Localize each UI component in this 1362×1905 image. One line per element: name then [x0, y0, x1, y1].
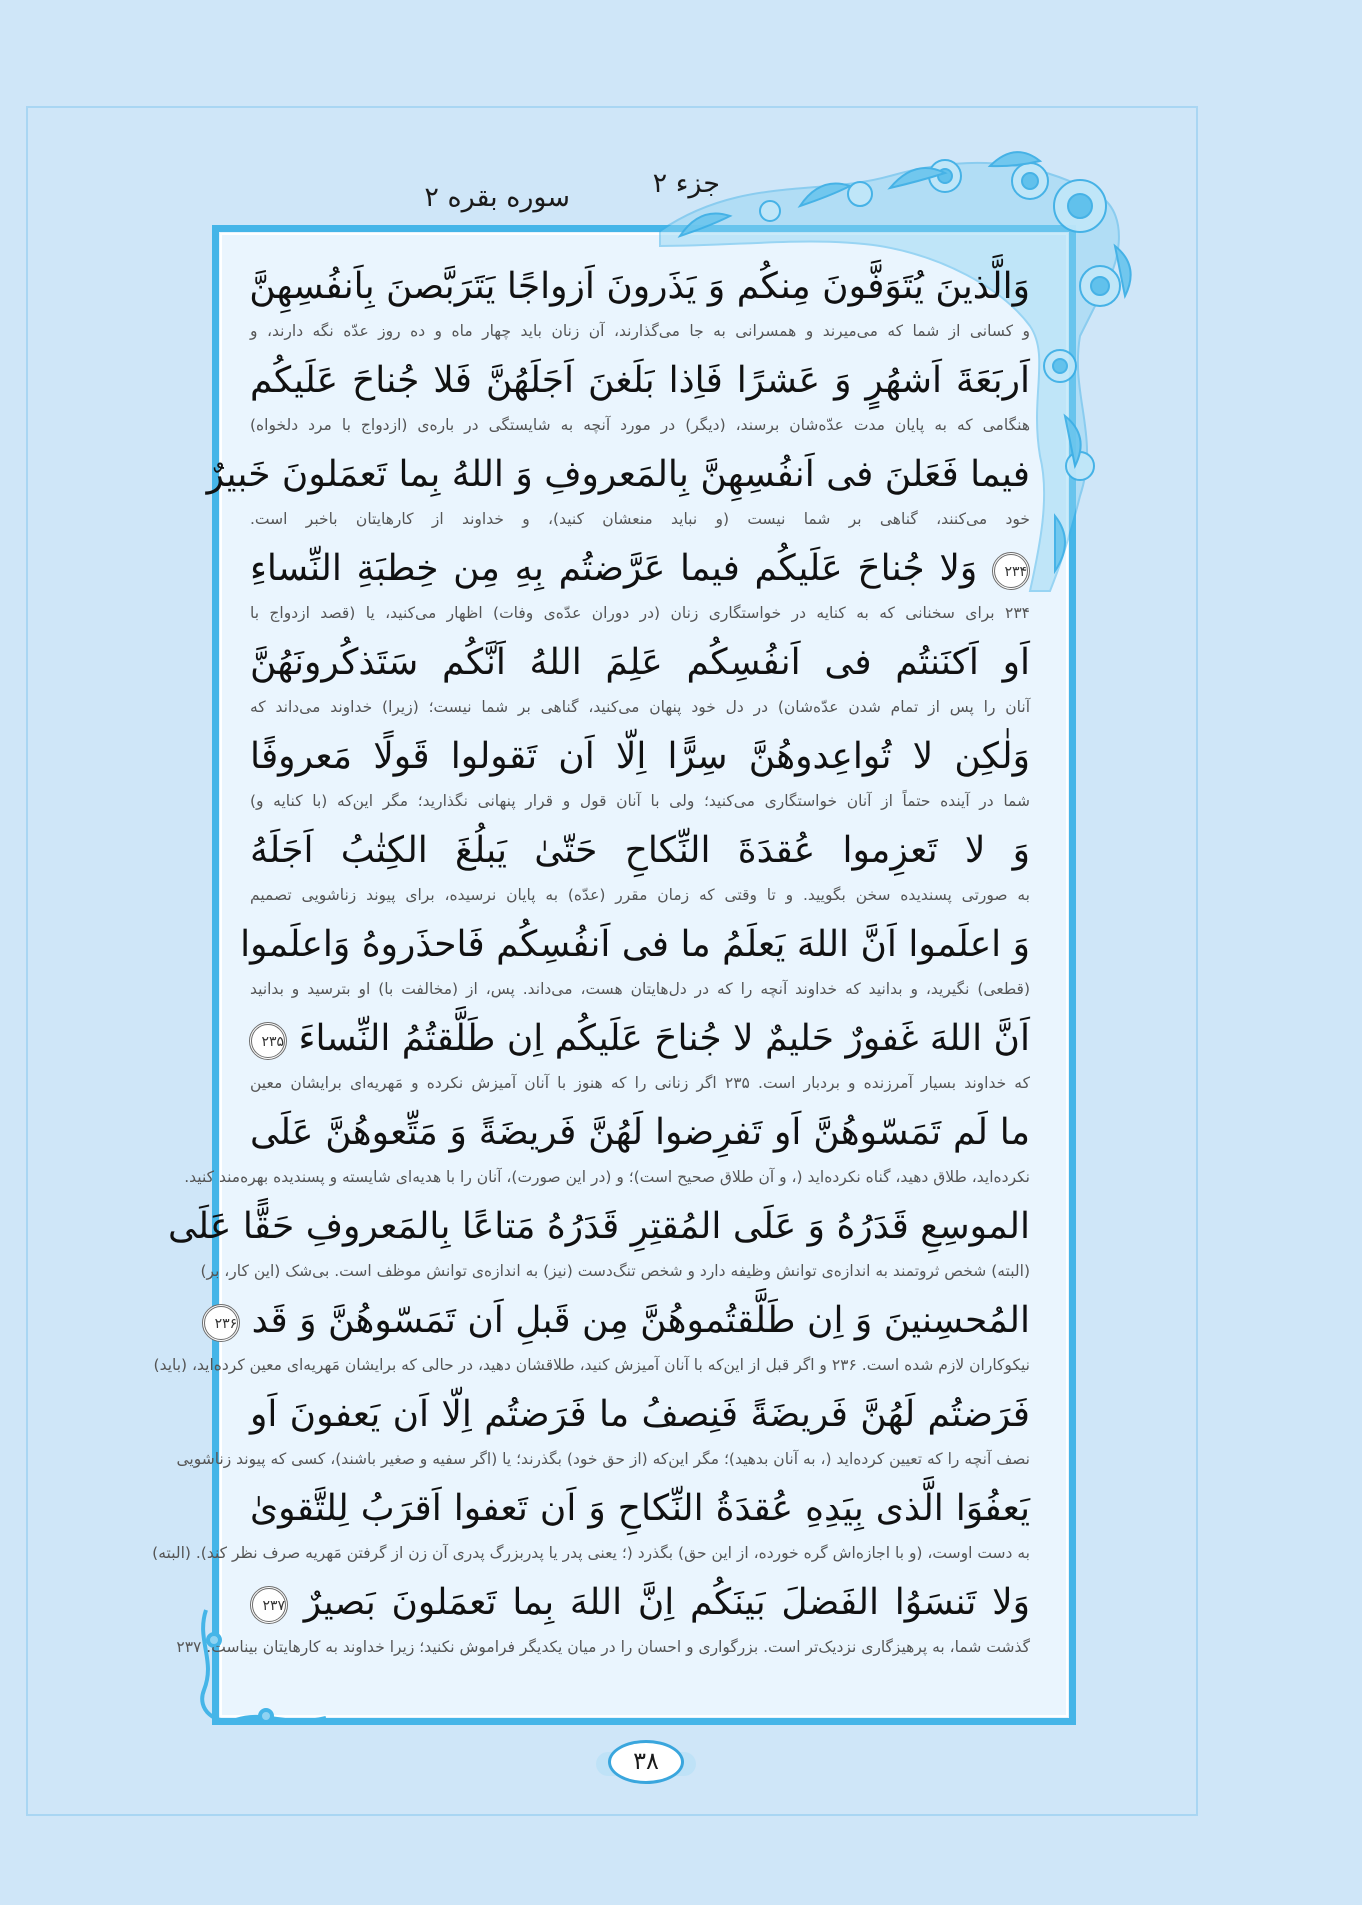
- arabic-line: فَرَضتُم لَهُنَّ فَریضَةً فَنِصفُ ما فَرَضتُم اِلّا اَن یَعفونَ اَو: [250, 1394, 1030, 1435]
- arabic-line: اَربَعَةَ اَشهُرٍ وَ عَشرًا فَاِذا بَلَغنَ اَجَلَهُنَّ فَلا جُناحَ عَلَیکُم: [250, 360, 1030, 401]
- arabic-line: وَلٰکِن لا تُواعِدوهُنَّ سِرًّا اِلّا اَن تَقولوا قَولًا مَعروفًا: [250, 736, 1030, 777]
- translation-line: شما در آینده حتماً از آنان خواستگاری می‌کنید؛ ولی با آنان قول و قرار پنهانی نگذارید؛ مگر این‌که (با کنایه و): [250, 792, 1030, 810]
- arabic-text: وَلا تَنسَوُا الفَضلَ بَینَکُم اِنَّ اللهَ بِما تَعمَلونَ بَصیرٌ: [303, 1582, 1030, 1623]
- translation-line: هنگامی که به پایان مدت عدّه‌شان برسند، (دیگر) در مورد آنچه به شایستگی در باره‌ی (ازدواج با مرد دلخواه): [250, 416, 1030, 434]
- translation-line: و کسانی از شما که می‌میرند و همسرانی به جا می‌گذارند، آن زنان باید چهار ماه و ده روز عدّه نگه دارند، و: [250, 322, 1030, 340]
- arabic-line: اَو اَکنَنتُم فی اَنفُسِکُم عَلِمَ اللهُ اَنَّکُم سَتَذکُرونَهُنَّ: [250, 642, 1030, 683]
- verse-block-7: [250, 822, 1030, 916]
- arabic-line: یَعفُوَا الَّذی بِیَدِهِ عُقدَةُ النِّکاحِ وَ اَن تَعفوا اَقرَبُ لِلتَّقویٰ: [250, 1488, 1030, 1529]
- verse-block-8: [240, 916, 1030, 1010]
- arabic-text: وَلا جُناحَ عَلَیکُم فیما عَرَّضتُم بِهِ مِن خِطبَةِ النِّساءِ: [250, 548, 978, 589]
- verse-block-13: [176, 1386, 1030, 1480]
- translation-line: خود می‌کنند، گناهی بر شما نیست (و نباید منعشان کنید)، و خداوند از کارهایتان باخبر است.: [250, 510, 1030, 528]
- verse-block-3: [206, 446, 1030, 540]
- translation-line: نصف آنچه را که تعیین کرده‌اید (، به آنان بدهید)؛ مگر این‌که (از حق خود) بگذرند؛ یا (اگر سفیه و صغیر باشند)، کسی که پیوند زناشویی: [176, 1450, 1030, 1468]
- arabic-line: [250, 540, 1030, 598]
- ayah-number-marker: ۲۳۴: [992, 552, 1030, 590]
- verse-block-15: [176, 1574, 1030, 1668]
- translation-line: که خداوند بسیار آمرزنده و بردبار است. ۲۳۵ اگر زنانی را که هنوز با آنان آمیزش نکرده و مَهریه‌ای برایشان معین: [250, 1074, 1030, 1092]
- page-header: [420, 168, 840, 216]
- translation-line: نیکوکاران لازم شده است. ۲۳۶ و اگر قبل از این‌که با آنان آمیزش کنید، طلاقشان دهید، در حالی که برایشان مَهریه‌ای معین کرده‌اید، (باید): [153, 1356, 1030, 1374]
- verse-block-1: [250, 258, 1030, 352]
- arabic-line: وَالَّذینَ یُتَوَفَّونَ مِنکُم وَ یَذَرونَ اَزواجًا یَتَرَبَّصنَ بِاَنفُسِهِنَّ: [249, 266, 1030, 307]
- translation-line: (قطعی) نگیرید، و بدانید که خداوند آنچه را که در دل‌هایتان هست، می‌داند. پس، از (مخالفت با) او بترسید و بدانید: [250, 980, 1030, 998]
- ayah-number-marker: ۲۳۶: [202, 1304, 240, 1342]
- ayah-number-marker: ۲۳۵: [249, 1022, 287, 1060]
- verse-block-4: [250, 540, 1030, 634]
- page-content: [152, 258, 1030, 1698]
- translation-line: ۲۳۴ برای سخنانی که به کنایه در خواستگاری زنان (در دوران عدّه‌ی وفات) اظهار می‌کنید، یا (قصد ازدواج با: [250, 604, 1030, 622]
- verse-block-6: [250, 728, 1030, 822]
- translation-line: گذشت شما، به پرهیزگاری نزدیک‌تر است. بزرگواری و احسان را در میان یکدیگر فراموش نکنید؛ زیرا خداوند به کارهایتان بیناست. ۲۳۷: [176, 1638, 1030, 1656]
- verse-block-5: [250, 634, 1030, 728]
- ayah-number-marker: ۲۳۷: [250, 1586, 288, 1624]
- arabic-line: [250, 1010, 1030, 1068]
- verse-block-10: [184, 1104, 1030, 1198]
- page-number: ۳۸: [608, 1740, 684, 1784]
- arabic-text: المُحسِنینَ وَ اِن طَلَّقتُموهُنَّ مِن قَبلِ اَن تَمَسّوهُنَّ وَ قَد: [251, 1300, 1030, 1341]
- verse-block-2: [250, 352, 1030, 446]
- arabic-line: وَ اعلَموا اَنَّ اللهَ یَعلَمُ ما فی اَنفُسِکُم فَاحذَروهُ وَاعلَموا: [240, 924, 1030, 965]
- verse-block-11: [167, 1198, 1030, 1292]
- arabic-line: فیما فَعَلنَ فی اَنفُسِهِنَّ بِالمَعروفِ وَ اللهُ بِما تَعمَلونَ خَبیرٌ: [206, 454, 1030, 495]
- arabic-line: [214, 1292, 1030, 1350]
- translation-line: (البته) شخص ثروتمند به اندازه‌ی توانش وظیفه دارد و شخص تنگ‌دست (نیز) به اندازه‌ی توانش موظف است. بی‌شک (این کار، بر): [200, 1262, 1030, 1280]
- verse-block-14: [152, 1480, 1030, 1574]
- translation-line: به دست اوست، (و با اجازه‌اش گره خورده، از این حق) بگذرد (؛ یعنی پدر یا پدربزرگ پدری آن زن از گرفتن مَهریه صرف نظر کند). (البته): [152, 1544, 1030, 1562]
- translation-line: آنان را پس از تمام شدن عدّه‌شان) در دل خود پنهان می‌کنید، گناهی بر شما نیست؛ (زیرا) خداوند می‌داند که: [250, 698, 1030, 716]
- arabic-line: ما لَم تَمَسّوهُنَّ اَو تَفرِضوا لَهُنَّ فَریضَةً وَ مَتِّعوهُنَّ عَلَی: [250, 1112, 1030, 1153]
- verse-block-12: [153, 1292, 1030, 1386]
- juz-label: جزء ۲: [652, 168, 720, 199]
- translation-line: نکرده‌اید، طلاق دهید، گناه نکرده‌اید (، و آن طلاق صحیح است)؛ و (در این صورت)، آنان را با هدیه‌ای شایسته و پسندیده بهره‌مند کنید.: [184, 1168, 1030, 1186]
- surah-title: سوره بقره ۲: [424, 182, 570, 213]
- verse-block-9: [250, 1010, 1030, 1104]
- arabic-line: وَ لا تَعزِموا عُقدَةَ النِّکاحِ حَتّیٰ یَبلُغَ الکِتٰبُ اَجَلَهُ: [250, 830, 1030, 871]
- arabic-line: الموسِعِ قَدَرُهُ وَ عَلَی المُقتِرِ قَدَرُهُ مَتاعًا بِالمَعروفِ حَقًّا عَلَی: [167, 1206, 1030, 1247]
- arabic-line: [250, 1574, 1030, 1632]
- translation-line: به صورتی پسندیده سخن بگویید. و تا وقتی که زمان مقرر (عدّه) به پایان نرسیده، برای پیوند زناشویی تصمیم: [250, 886, 1030, 904]
- arabic-text: اَنَّ اللهَ غَفورٌ حَلیمٌ لا جُناحَ عَلَیکُم اِن طَلَّقتُمُ النِّساءَ: [298, 1018, 1030, 1059]
